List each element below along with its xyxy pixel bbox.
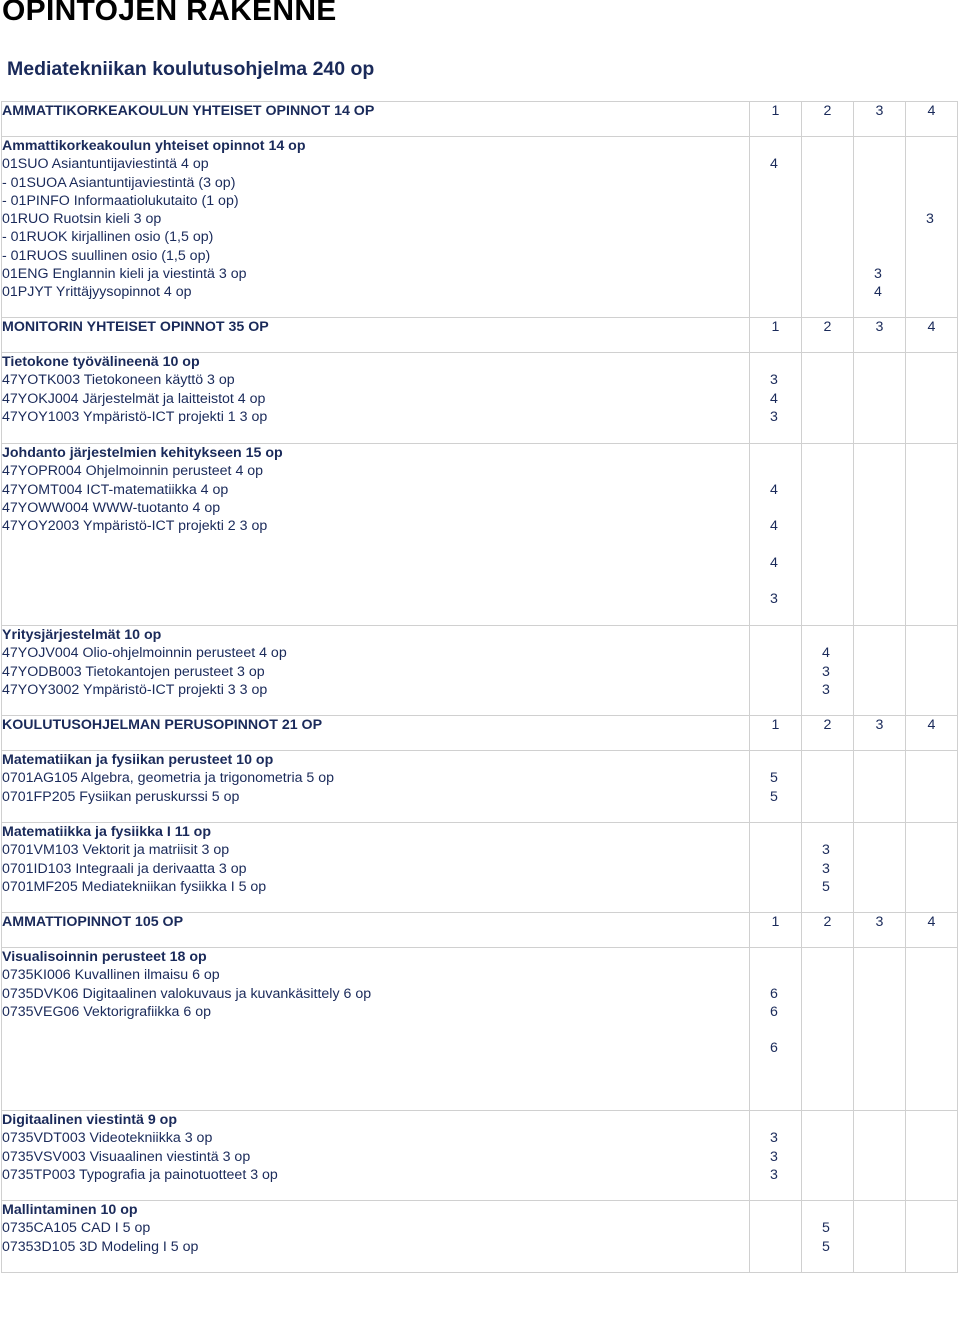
course-line: 01RUO Ruotsin kieli 3 op <box>2 211 162 228</box>
course-line: 0735VDT003 Videotekniikka 3 op <box>2 1130 213 1147</box>
section-header <box>2 716 958 751</box>
course-line: - 01SUOA Asiantuntijaviestintä (3 op) <box>2 174 236 191</box>
page-title: OPINTOJEN RAKENNE <box>2 0 337 27</box>
credit-value: 5 <box>822 878 830 895</box>
course-line: - 01PINFO Informaatiolukutaito (1 op) <box>2 192 239 209</box>
year-3-credits <box>854 626 906 716</box>
credit-value: 3 <box>770 591 778 608</box>
course-line: 47YOMT004 ICT-matematiikka 4 op <box>2 481 229 498</box>
course-line: 0735KI006 Kuvallinen ilmaisu 6 op <box>2 967 220 984</box>
year-1-credits <box>750 1201 802 1273</box>
course-line: 0701MF205 Mediatekniikan fysiikka I 5 op <box>2 878 267 895</box>
year-2-credits <box>802 444 854 626</box>
year-4-credits <box>906 137 958 318</box>
year-1-credits <box>750 823 802 913</box>
section-header <box>2 913 958 948</box>
year-header: 2 <box>802 318 854 353</box>
course-group <box>2 1111 958 1201</box>
course-line: - 01RUOS suullinen osio (1,5 op) <box>2 247 211 264</box>
year-4-credits <box>906 751 958 823</box>
year-2-credits <box>802 626 854 716</box>
section-header <box>2 102 958 137</box>
year-1-credits <box>750 626 802 716</box>
year-1-credits <box>750 751 802 823</box>
year-header: 4 <box>906 716 958 751</box>
course-line: 47YOY1003 Ympäristö-ICT projekti 1 3 op <box>2 408 268 425</box>
year-4-credits <box>906 948 958 1111</box>
year-3-credits <box>854 1111 906 1201</box>
course-group <box>2 948 958 1111</box>
course-group-content <box>2 626 750 716</box>
credit-value: 3 <box>770 1130 778 1147</box>
credit-value: 6 <box>770 1003 778 1020</box>
course-line: 0735CA105 CAD I 5 op <box>2 1220 151 1237</box>
year-4-credits <box>906 626 958 716</box>
year-header: 4 <box>906 102 958 137</box>
course-line: - 01RUOK kirjallinen osio (1,5 op) <box>2 229 214 246</box>
year-header: 2 <box>802 716 854 751</box>
year-4-credits <box>906 1201 958 1273</box>
year-header: 1 <box>750 913 802 948</box>
course-line: 47YOKJ004 Järjestelmät ja laitteistot 4 op <box>2 390 266 407</box>
credit-value: 6 <box>770 1040 778 1057</box>
year-header: 3 <box>854 716 906 751</box>
year-header: 2 <box>802 102 854 137</box>
course-line: 01PJYT Yrittäjyysopinnot 4 op <box>2 284 192 301</box>
year-1-credits <box>750 353 802 444</box>
course-group-content <box>2 137 750 318</box>
course-group-content <box>2 948 750 1111</box>
credit-value: 3 <box>770 1166 778 1183</box>
year-header: 3 <box>854 102 906 137</box>
course-line: 47YOTK003 Tietokoneen käyttö 3 op <box>2 372 235 389</box>
year-2-credits <box>802 823 854 913</box>
credit-value: 4 <box>770 554 778 571</box>
page-subtitle: Mediatekniikan koulutusohjelma 240 op <box>7 58 375 80</box>
year-2-credits <box>802 948 854 1111</box>
course-line: 47YOY3002 Ympäristö-ICT projekti 3 3 op <box>2 681 268 698</box>
year-header: 4 <box>906 318 958 353</box>
credit-value: 3 <box>926 211 934 228</box>
course-group-content <box>2 1201 750 1273</box>
course-group-title: Yritysjärjestelmät 10 op <box>2 627 162 643</box>
course-group <box>2 626 958 716</box>
course-line: 07353D105 3D Modeling I 5 op <box>2 1238 199 1255</box>
course-group <box>2 1201 958 1273</box>
course-line: 0701AG105 Algebra, geometria ja trigonometria 5 op <box>2 770 335 787</box>
credit-value: 4 <box>770 156 778 173</box>
course-line: 0701VM103 Vektorit ja matriisit 3 op <box>2 842 230 859</box>
course-line: 01SUO Asiantuntijaviestintä 4 op <box>2 156 209 173</box>
credit-value: 3 <box>822 842 830 859</box>
course-group-title: Digitaalinen viestintä 9 op <box>2 1112 178 1128</box>
course-line: 47YOPR004 Ohjelmoinnin perusteet 4 op <box>2 463 264 480</box>
year-4-credits <box>906 444 958 626</box>
year-1-credits <box>750 948 802 1111</box>
course-line: 47YODB003 Tietokantojen perusteet 3 op <box>2 663 265 680</box>
credit-value: 5 <box>822 1220 830 1237</box>
year-header: 1 <box>750 716 802 751</box>
course-group-content <box>2 823 750 913</box>
course-line: 0701ID103 Integraali ja derivaatta 3 op <box>2 860 247 877</box>
year-header: 4 <box>906 913 958 948</box>
year-3-credits <box>854 353 906 444</box>
year-2-credits <box>802 137 854 318</box>
course-line: 0735VEG06 Vektorigrafiikka 6 op <box>2 1003 212 1020</box>
course-group <box>2 444 958 626</box>
year-4-credits <box>906 1111 958 1201</box>
year-header: 2 <box>802 913 854 948</box>
course-group <box>2 353 958 444</box>
section-title: MONITORIN YHTEISET OPINNOT 35 OP <box>2 318 750 353</box>
credit-value: 4 <box>822 645 830 662</box>
course-group-title: Johdanto järjestelmien kehitykseen 15 op <box>2 445 283 461</box>
course-group <box>2 751 958 823</box>
course-line: 47YOJV004 Olio-ohjelmoinnin perusteet 4 op <box>2 645 287 662</box>
credit-value: 6 <box>770 985 778 1002</box>
course-line: 01ENG Englannin kieli ja viestintä 3 op <box>2 266 247 283</box>
credit-value: 3 <box>770 372 778 389</box>
credit-value: 5 <box>770 770 778 787</box>
year-1-credits <box>750 137 802 318</box>
credit-value: 5 <box>822 1238 830 1255</box>
credit-value: 4 <box>770 481 778 498</box>
course-group <box>2 137 958 318</box>
year-3-credits <box>854 444 906 626</box>
section-title: KOULUTUSOHJELMAN PERUSOPINNOT 21 OP <box>2 716 750 751</box>
year-3-credits <box>854 948 906 1111</box>
credit-value: 4 <box>874 284 882 301</box>
course-line: 47YOY2003 Ympäristö-ICT projekti 2 3 op <box>2 518 268 535</box>
credit-value: 4 <box>770 518 778 535</box>
course-group-title: Tietokone työvälineenä 10 op <box>2 354 200 370</box>
course-group-title: Visualisoinnin perusteet 18 op <box>2 949 207 965</box>
year-3-credits <box>854 823 906 913</box>
year-3-credits <box>854 1201 906 1273</box>
credit-value: 3 <box>822 663 830 680</box>
course-group-title: Mallintaminen 10 op <box>2 1202 138 1218</box>
year-2-credits <box>802 353 854 444</box>
section-title: AMMATTIOPINNOT 105 OP <box>2 913 750 948</box>
year-header: 1 <box>750 102 802 137</box>
year-1-credits <box>750 1111 802 1201</box>
course-group-title: Matematiikka ja fysiikka I 11 op <box>2 824 211 840</box>
year-2-credits <box>802 1201 854 1273</box>
course-group-title: Ammattikorkeakoulun yhteiset opinnot 14 op <box>2 138 306 154</box>
credit-value: 3 <box>822 681 830 698</box>
credit-value: 4 <box>770 390 778 407</box>
credit-value: 3 <box>874 266 882 283</box>
credit-value: 5 <box>770 788 778 805</box>
course-group-content <box>2 353 750 444</box>
course-group-content <box>2 751 750 823</box>
year-header: 1 <box>750 318 802 353</box>
year-header: 3 <box>854 318 906 353</box>
year-1-credits <box>750 444 802 626</box>
credit-value: 3 <box>822 860 830 877</box>
credit-value: 3 <box>770 408 778 425</box>
year-2-credits <box>802 1111 854 1201</box>
year-3-credits <box>854 137 906 318</box>
curriculum-table <box>1 101 958 1273</box>
course-line: 0735VSV003 Visuaalinen viestintä 3 op <box>2 1148 251 1165</box>
section-title: AMMATTIKORKEAKOULUN YHTEISET OPINNOT 14 OP <box>2 102 750 137</box>
course-group-title: Matematiikan ja fysiikan perusteet 10 op <box>2 752 274 768</box>
course-line: 0735DVK06 Digitaalinen valokuvaus ja kuvankäsittely 6 op <box>2 985 372 1002</box>
course-line: 0701FP205 Fysiikan peruskurssi 5 op <box>2 788 240 805</box>
course-group-content <box>2 1111 750 1201</box>
year-4-credits <box>906 353 958 444</box>
year-4-credits <box>906 823 958 913</box>
year-3-credits <box>854 751 906 823</box>
course-line: 47YOWW004 WWW-tuotanto 4 op <box>2 499 221 516</box>
section-header <box>2 318 958 353</box>
credit-value: 3 <box>770 1148 778 1165</box>
course-line: 0735TP003 Typografia ja painotuotteet 3 op <box>2 1166 278 1183</box>
year-2-credits <box>802 751 854 823</box>
course-group-content <box>2 444 750 626</box>
year-header: 3 <box>854 913 906 948</box>
course-group <box>2 823 958 913</box>
